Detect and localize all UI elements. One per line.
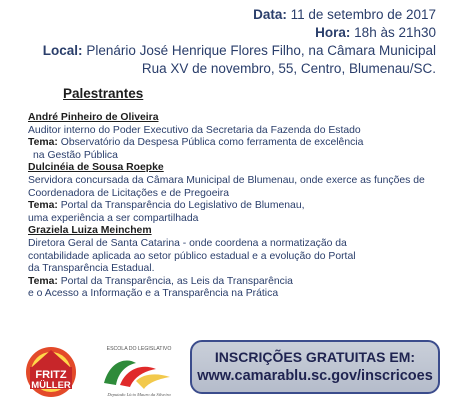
event-date	[253, 7, 436, 22]
registration-banner	[190, 340, 440, 394]
date-value: 11 de setembro de 2017	[290, 7, 436, 22]
escola-title: ESCOLA DO LEGISLATIVO	[106, 346, 172, 352]
speaker-theme-line: na Gestão Pública	[33, 149, 118, 161]
speaker-role-line: Coordenadora de Licitações e de Pregoeira	[28, 187, 230, 199]
escola-legislativo-logo	[96, 343, 182, 399]
speaker-entry	[28, 112, 448, 162]
escola-subtitle: Deputado Lício Mauro da Silveira	[107, 392, 171, 397]
theme-text: Portal da Transparência, as Leis da Transparência	[60, 275, 293, 287]
event-location	[43, 43, 436, 58]
speaker-name: Dulcinéia de Sousa Roepke	[28, 162, 164, 174]
theme-label: Tema:	[28, 137, 58, 149]
speakers-heading: Palestrantes	[63, 86, 144, 101]
speaker-theme-line	[28, 137, 448, 150]
registration-link[interactable]: www.camarablu.sc.gov/inscricoes	[197, 368, 433, 384]
speaker-role-line: Diretora Geral de Santa Catarina - onde coordena a normatização da	[28, 237, 347, 249]
speaker-name: André Pinheiro de Oliveira	[28, 112, 159, 123]
escola-logo-graphic	[96, 343, 182, 399]
event-location-line-2: Rua XV de novembro, 55, Centro, Blumenau/SC.	[141, 61, 436, 76]
speakers-list	[28, 112, 448, 301]
location-label: Local:	[42, 43, 83, 58]
theme-text: Portal da Transparência do Legislativo de Blumenau,	[60, 200, 305, 212]
speaker-entry	[28, 225, 448, 301]
speaker-role-line: contabilidade aplicada ao setor público estadual e a evolução do Portal	[28, 250, 356, 262]
speaker-theme-line	[28, 276, 448, 289]
date-label: Data:	[253, 7, 287, 22]
time-label: Hora:	[315, 25, 351, 40]
speaker-theme-line: uma experiência a ser compartilhada	[28, 212, 199, 224]
fritz-muller-logo-graphic	[14, 341, 88, 399]
fritz-muller-logo	[14, 341, 88, 399]
theme-label: Tema:	[28, 200, 58, 212]
event-time	[315, 25, 436, 40]
registration-heading: INSCRIÇÕES GRATUITAS EM:	[214, 349, 416, 365]
time-value: 18h às 21h30	[354, 25, 436, 40]
theme-text: Observatório da Despesa Pública como ferramenta de excelência	[60, 137, 364, 149]
fritz-text: FRITZ	[35, 369, 67, 381]
speaker-theme-line	[28, 200, 448, 213]
muller-text: MÜLLER	[31, 380, 71, 391]
theme-label: Tema:	[28, 275, 58, 287]
speaker-role-line: Auditor interno do Poder Executivo da Secretaria da Fazenda do Estado	[28, 124, 361, 136]
speaker-theme-line: e o Acesso a Informação e a Transparência na Prática	[28, 288, 279, 300]
speaker-role-line: da Transparência Estadual.	[28, 263, 155, 275]
location-line-1: Plenário José Henrique Flores Filho, na Câmara Municipal	[86, 43, 436, 58]
speaker-entry	[28, 162, 448, 225]
speaker-name: Graziela Luiza Meinchem	[28, 225, 152, 237]
speaker-role-line: Servidora concursada da Câmara Municipal de Blumenau, onde exerce as funções de	[28, 174, 425, 186]
